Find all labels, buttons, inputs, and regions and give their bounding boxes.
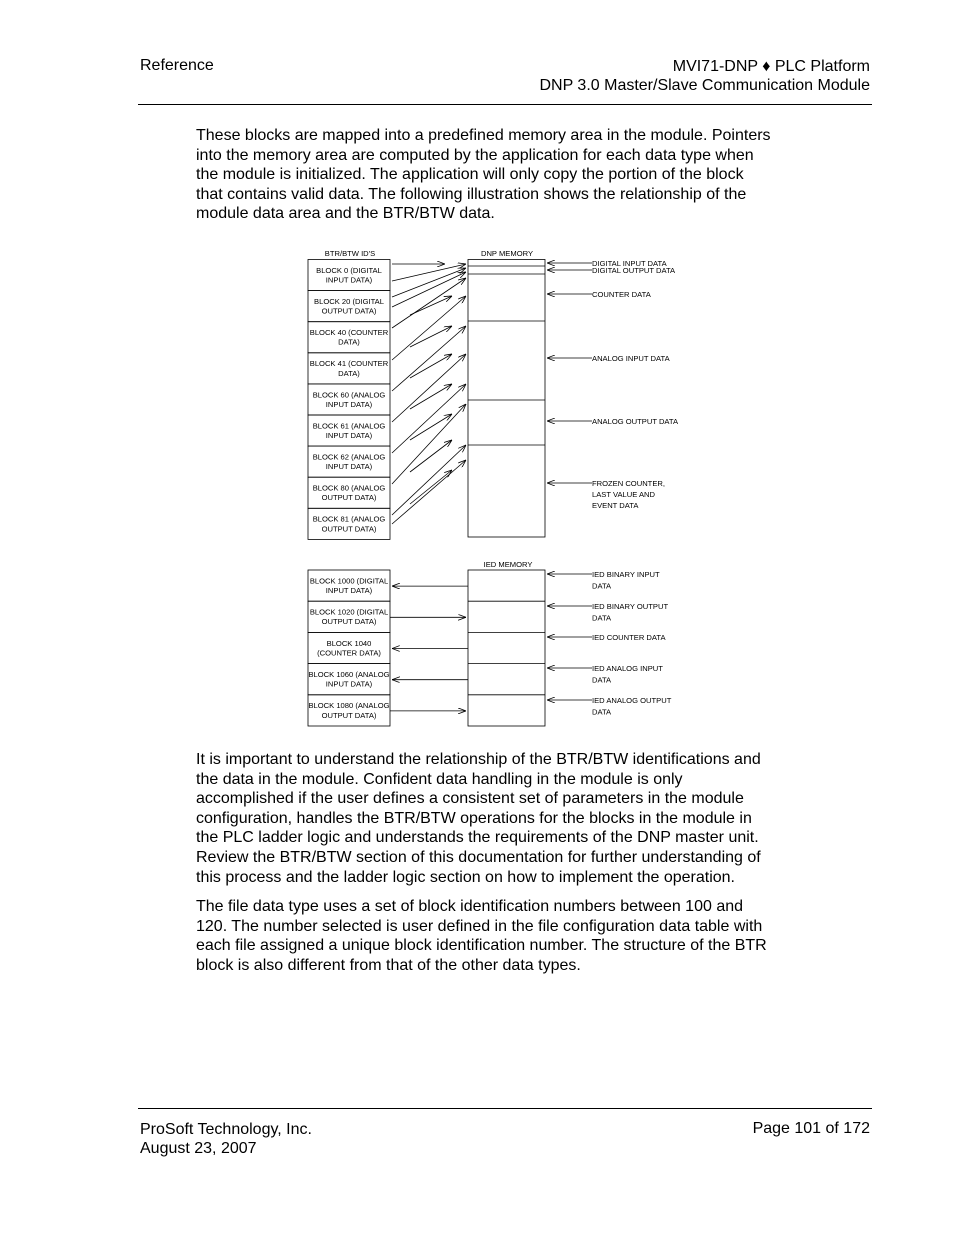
footer-page: Page 101 of 172 (752, 1120, 870, 1137)
btr-block-label: BLOCK 40 (COUNTER (309, 328, 389, 338)
ied-area-label: IED BINARY INPUT (592, 570, 660, 579)
btr-block-label: INPUT DATA) (325, 275, 373, 285)
memory-area-label: EVENT DATA (592, 501, 639, 510)
dnp-memory-column (468, 260, 545, 538)
memory-area-label: LAST VALUE AND (592, 490, 656, 499)
ied-area-label: DATA (592, 581, 612, 591)
file-line: 120. The number selected is user defined in the file configuration data table with (196, 917, 763, 935)
intro-line: These blocks are mapped into a predefined memory area in the module. Pointers (196, 127, 771, 144)
ied-block-label: INPUT DATA) (325, 679, 373, 689)
mapping-arrow (392, 278, 466, 328)
ied-block-label: BLOCK 1000 (DIGITAL (309, 576, 389, 586)
memory-area-label: FROZEN COUNTER, (592, 479, 665, 488)
ied-area-label: DATA (592, 613, 612, 623)
ied-area-label: IED COUNTER DATA (592, 633, 666, 642)
memory-area-label: ANALOG OUTPUT DATA (592, 417, 679, 426)
btr-block-label: BLOCK 41 (COUNTER (309, 359, 389, 369)
mapping-arrow (392, 460, 466, 524)
header-subtitle: DNP 3.0 Master/Slave Communication Module (539, 77, 870, 94)
body-line: configuration, handles the BTR/BTW operations for the blocks in the module in (196, 809, 752, 827)
footer-company: ProSoft Technology, Inc. (140, 1121, 312, 1138)
mapping-arrow (410, 354, 452, 378)
btr-block-label: BLOCK 81 (ANALOG (312, 514, 386, 524)
btr-block-label: BLOCK 61 (ANALOG (312, 421, 386, 431)
footer-rule (138, 1108, 872, 1109)
mapping-arrow (410, 414, 452, 440)
file-line: The file data type uses a set of block identification numbers between 100 and (196, 898, 744, 915)
intro-line: the module is initialized. The application will only copy the portion of the block (196, 166, 744, 184)
ied-block-label: OUTPUT DATA) (321, 710, 377, 720)
ied-area-label: IED ANALOG OUTPUT (592, 696, 672, 705)
ied-block-label: INPUT DATA) (325, 586, 373, 595)
intro-line: into the memory area are computed by the application for each data type when (196, 146, 754, 164)
relationship-paragraph (196, 750, 821, 887)
header-product: MVI71-DNP ♦ PLC Platform (672, 58, 870, 75)
btr-block-label: OUTPUT DATA) (321, 306, 377, 316)
ied-area-label: IED ANALOG INPUT (592, 664, 663, 673)
footer-left (140, 1120, 312, 1158)
mapping-arrow (392, 296, 466, 360)
body-line: the data in the module. Confident data handling in the module is only (196, 770, 683, 788)
mapping-arrow (410, 440, 452, 472)
ied-area-label: IED BINARY OUTPUT (592, 602, 669, 611)
mapping-arrow (392, 384, 466, 453)
btr-block-label: DATA) (338, 368, 360, 378)
ied-area-label: DATA (592, 707, 612, 717)
ied-block-label: BLOCK 1080 (ANALOG (308, 701, 390, 711)
file-line: each file assigned a unique block identification number. The structure of the BTR (196, 937, 767, 955)
btr-block-label: BLOCK 62 (ANALOG (312, 452, 386, 462)
ied-memory-column (468, 570, 545, 726)
mapping-arrow (392, 354, 466, 422)
btr-block-label: BLOCK 20 (DIGITAL (314, 296, 384, 306)
memory-area-label: ANALOG INPUT DATA (592, 354, 670, 363)
btr-block-label: INPUT DATA) (325, 462, 373, 472)
ied-block-label: OUTPUT DATA) (321, 617, 377, 627)
memory-area-label: DIGITAL OUTPUT DATA (592, 266, 676, 275)
dnp-heading: DNP MEMORY (480, 249, 534, 258)
btr-block-label: BLOCK 60 (ANALOG (312, 390, 386, 400)
btr-block-label: DATA) (338, 337, 360, 347)
btr-block-label: BLOCK 0 (DIGITAL (316, 265, 382, 275)
btr-heading: BTR/BTW ID'S (324, 249, 376, 258)
file-type-paragraph (196, 897, 821, 975)
intro-line: module data area and the BTR/BTW data. (196, 205, 495, 223)
memory-area-label: DIGITAL INPUT DATA (592, 259, 667, 268)
btr-block-label: INPUT DATA) (325, 399, 373, 409)
ied-block-label: BLOCK 1040 (326, 638, 372, 648)
body-line: the PLC ladder logic and understands the requirements of the DNP master unit. (196, 829, 759, 847)
ied-heading: IED MEMORY (483, 560, 533, 569)
mapping-arrow (410, 470, 452, 504)
mapping-arrow (410, 296, 452, 315)
intro-line: that contains valid data. The following illustration shows the relationship of the (196, 185, 747, 203)
footer-date: August 23, 2007 (140, 1140, 257, 1157)
mapping-arrow (392, 326, 466, 391)
memory-area-label: COUNTER DATA (592, 290, 651, 299)
mapping-arrow (392, 404, 466, 484)
file-line: block is also different from that of the other data types. (196, 956, 581, 974)
ied-block-label: (COUNTER DATA) (317, 648, 381, 658)
body-line: this process and the ladder logic section on how to implement the operation. (196, 868, 735, 886)
mapping-arrow (410, 384, 452, 409)
body-line: It is important to understand the relationship of the BTR/BTW identifications and (196, 751, 761, 768)
btr-block-label: OUTPUT DATA) (321, 493, 377, 503)
mapping-arrow (392, 445, 466, 515)
body-line: Review the BTR/BTW section of this documentation for further understanding of (196, 848, 761, 866)
btr-block-label: BLOCK 80 (ANALOG (312, 483, 386, 493)
ied-block-label: BLOCK 1020 (DIGITAL (309, 607, 389, 617)
btr-block-label: OUTPUT DATA) (321, 524, 377, 534)
header-section: Reference (140, 57, 214, 74)
mapping-arrow (392, 272, 466, 307)
body-line: accomplished if the user defines a consistent set of parameters in the module (196, 790, 744, 808)
btr-block-label: INPUT DATA) (325, 430, 373, 440)
ied-area-label: DATA (592, 675, 612, 685)
ied-block-label: BLOCK 1060 (ANALOG (308, 670, 390, 679)
